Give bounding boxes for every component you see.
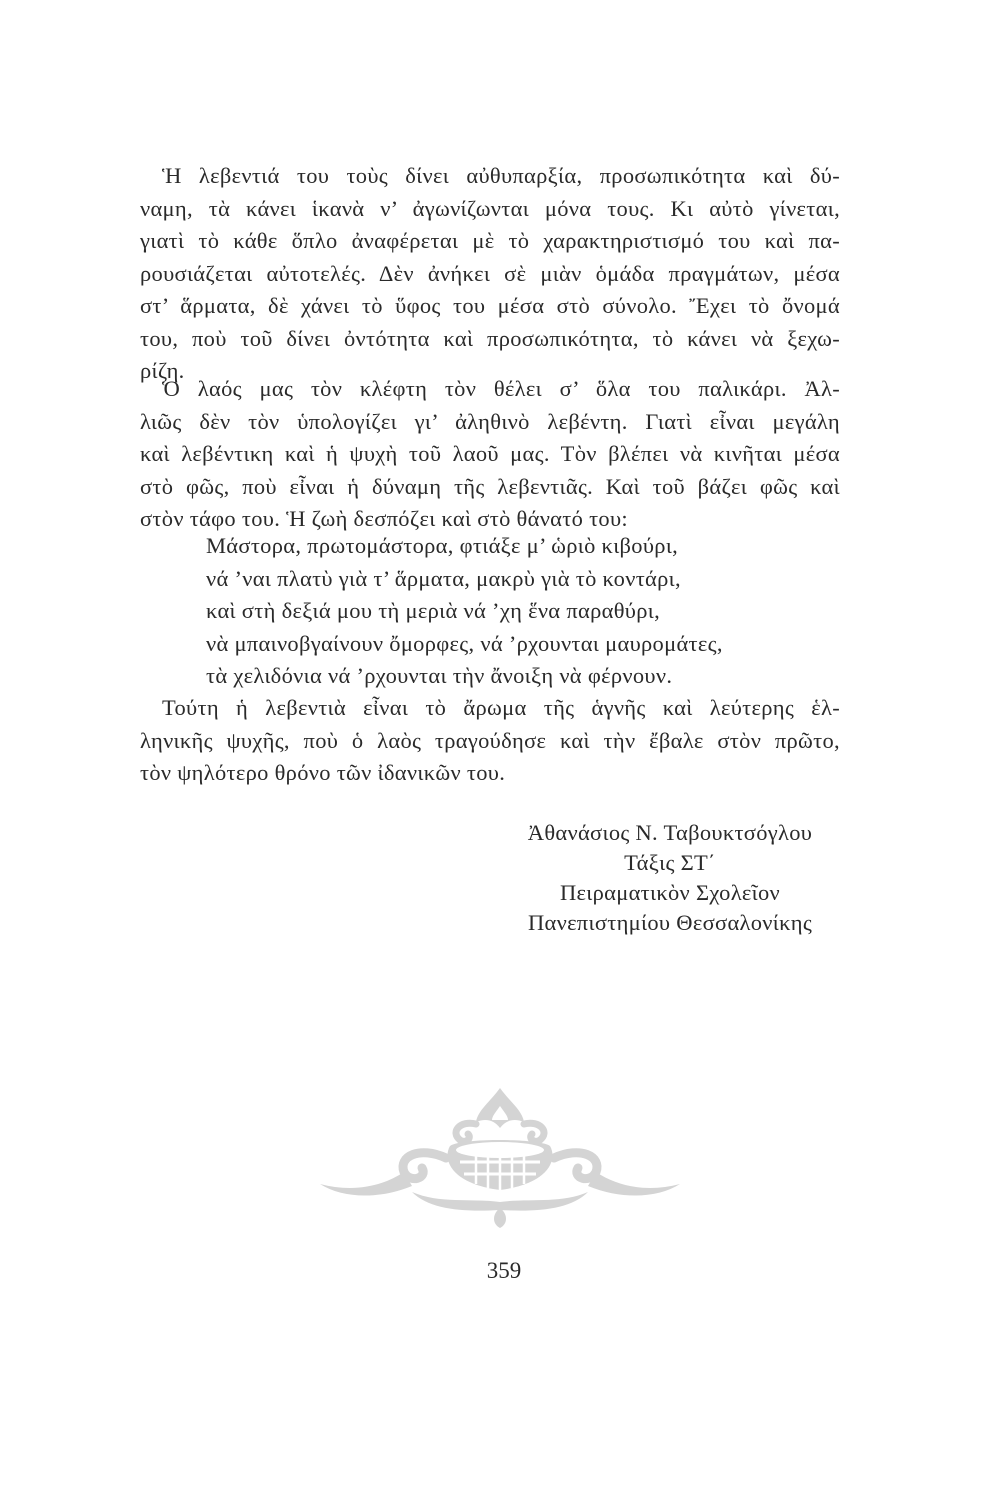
author-signature xyxy=(480,818,860,938)
poem-line: καὶ στὴ δεξιά μου τὴ μεριὰ νά ’χη ἕνα παραθύρι, xyxy=(206,598,661,623)
author-school: Πειραματικὸν Σχολεῖον xyxy=(559,880,781,905)
poem-line: τὰ χελιδόνια νά ’ρχουνται τὴν ἄνοιξη νὰ φέρνουν. xyxy=(206,663,673,688)
text-line: Τούτη ἡ λεβεντιὰ εἶναι τὸ ἄρωμα τῆς ἁγνῆς καὶ λεύτερης ἑλ- xyxy=(162,695,840,720)
author-university: Πανεπιστημίου Θεσσαλονίκης xyxy=(527,910,813,935)
poem-line: Μάστορα, πρωτομάστορα, φτιάξε μ’ ὡριὸ κιβούρι, xyxy=(206,533,679,558)
author-name: Ἀθανάσιος Ν. Ταβουκτσόγλου xyxy=(527,820,813,845)
paragraph-3 xyxy=(140,692,840,790)
text-line: ρίζη. xyxy=(140,358,185,383)
paragraph-1 xyxy=(140,160,840,388)
text-line: Ὁ λαός μας τὸν κλέφτη τὸν θέλει σ’ ὅλα του παλικάρι. Ἀλ- xyxy=(162,376,840,401)
text-line: τὸν ψηλότερο θρόνο τῶν ἰδανικῶν του. xyxy=(140,760,506,785)
page-number: 359 xyxy=(486,1258,522,1283)
text-line: στ’ ἅρματα, δὲ χάνει τὸ ὕφος του μέσα στὸ σύνολο. Ἔχει τὸ ὄνομά xyxy=(140,293,840,318)
text-line: ναμη, τὰ κάνει ἱκανὰ ν’ ἀγωνίζωνται μόνα τους. Κι αὐτὸ γίνεται, xyxy=(140,195,840,221)
poem-line: νά ’ναι πλατὺ γιὰ τ’ ἅρματα, μακρὺ γιὰ τὸ κοντάρι, xyxy=(206,565,681,591)
poem-line: νὰ μπαινοβγαίνουν ὄμορφες, νά ’ρχουνται μαυρομάτες, xyxy=(206,630,723,656)
paragraph-2 xyxy=(140,373,840,536)
author-class: Τάξις ΣΤ΄ xyxy=(624,850,716,875)
text-line: ρουσιάζεται αὐτοτελές. Δὲν ἀνήκει σὲ μιὰν ὁμάδα πραγμάτων, μέσα xyxy=(140,260,840,286)
folk-poem-quote xyxy=(206,530,806,693)
text-line: λιῶς δὲν τὸν ὑπολογίζει γι’ ἀληθινὸ λεβέντη. Γιατὶ εἶναι μεγάλη xyxy=(140,408,840,434)
fleuron-icon xyxy=(300,1080,700,1230)
text-line: στὸ φῶς, ποὺ εἶναι ἡ δύναμη τῆς λεβεντιᾶς. Καὶ τοῦ βάζει φῶς καὶ xyxy=(140,473,840,499)
text-line: γιατὶ τὸ κάθε ὅπλο ἀναφέρεται μὲ τὸ χαρακτηριστισμό του καὶ πα- xyxy=(140,228,840,253)
text-line: καὶ λεβέντικη καὶ ἡ ψυχὴ τοῦ λαοῦ μας. Τὸν βλέπει νὰ κινῆται μέσα xyxy=(140,441,840,466)
text-line: του, ποὺ τοῦ δίνει ὀντότητα καὶ προσωπικότητα, τὸ κάνει νὰ ξεχω- xyxy=(140,325,840,351)
text-line: ληνικῆς ψυχῆς, ποὺ ὁ λαὸς τραγούδησε καὶ τὴν ἔβαλε στὸν πρῶτο, xyxy=(140,727,840,753)
text-line: στὸν τάφο του. Ἡ ζωὴ δεσπόζει καὶ στὸ θάνατό του: xyxy=(140,506,628,531)
text-line: Ἡ λεβεντιά του τοὺς δίνει αὐθυπαρξία, προσωπικότητα καὶ δύ- xyxy=(162,163,840,188)
